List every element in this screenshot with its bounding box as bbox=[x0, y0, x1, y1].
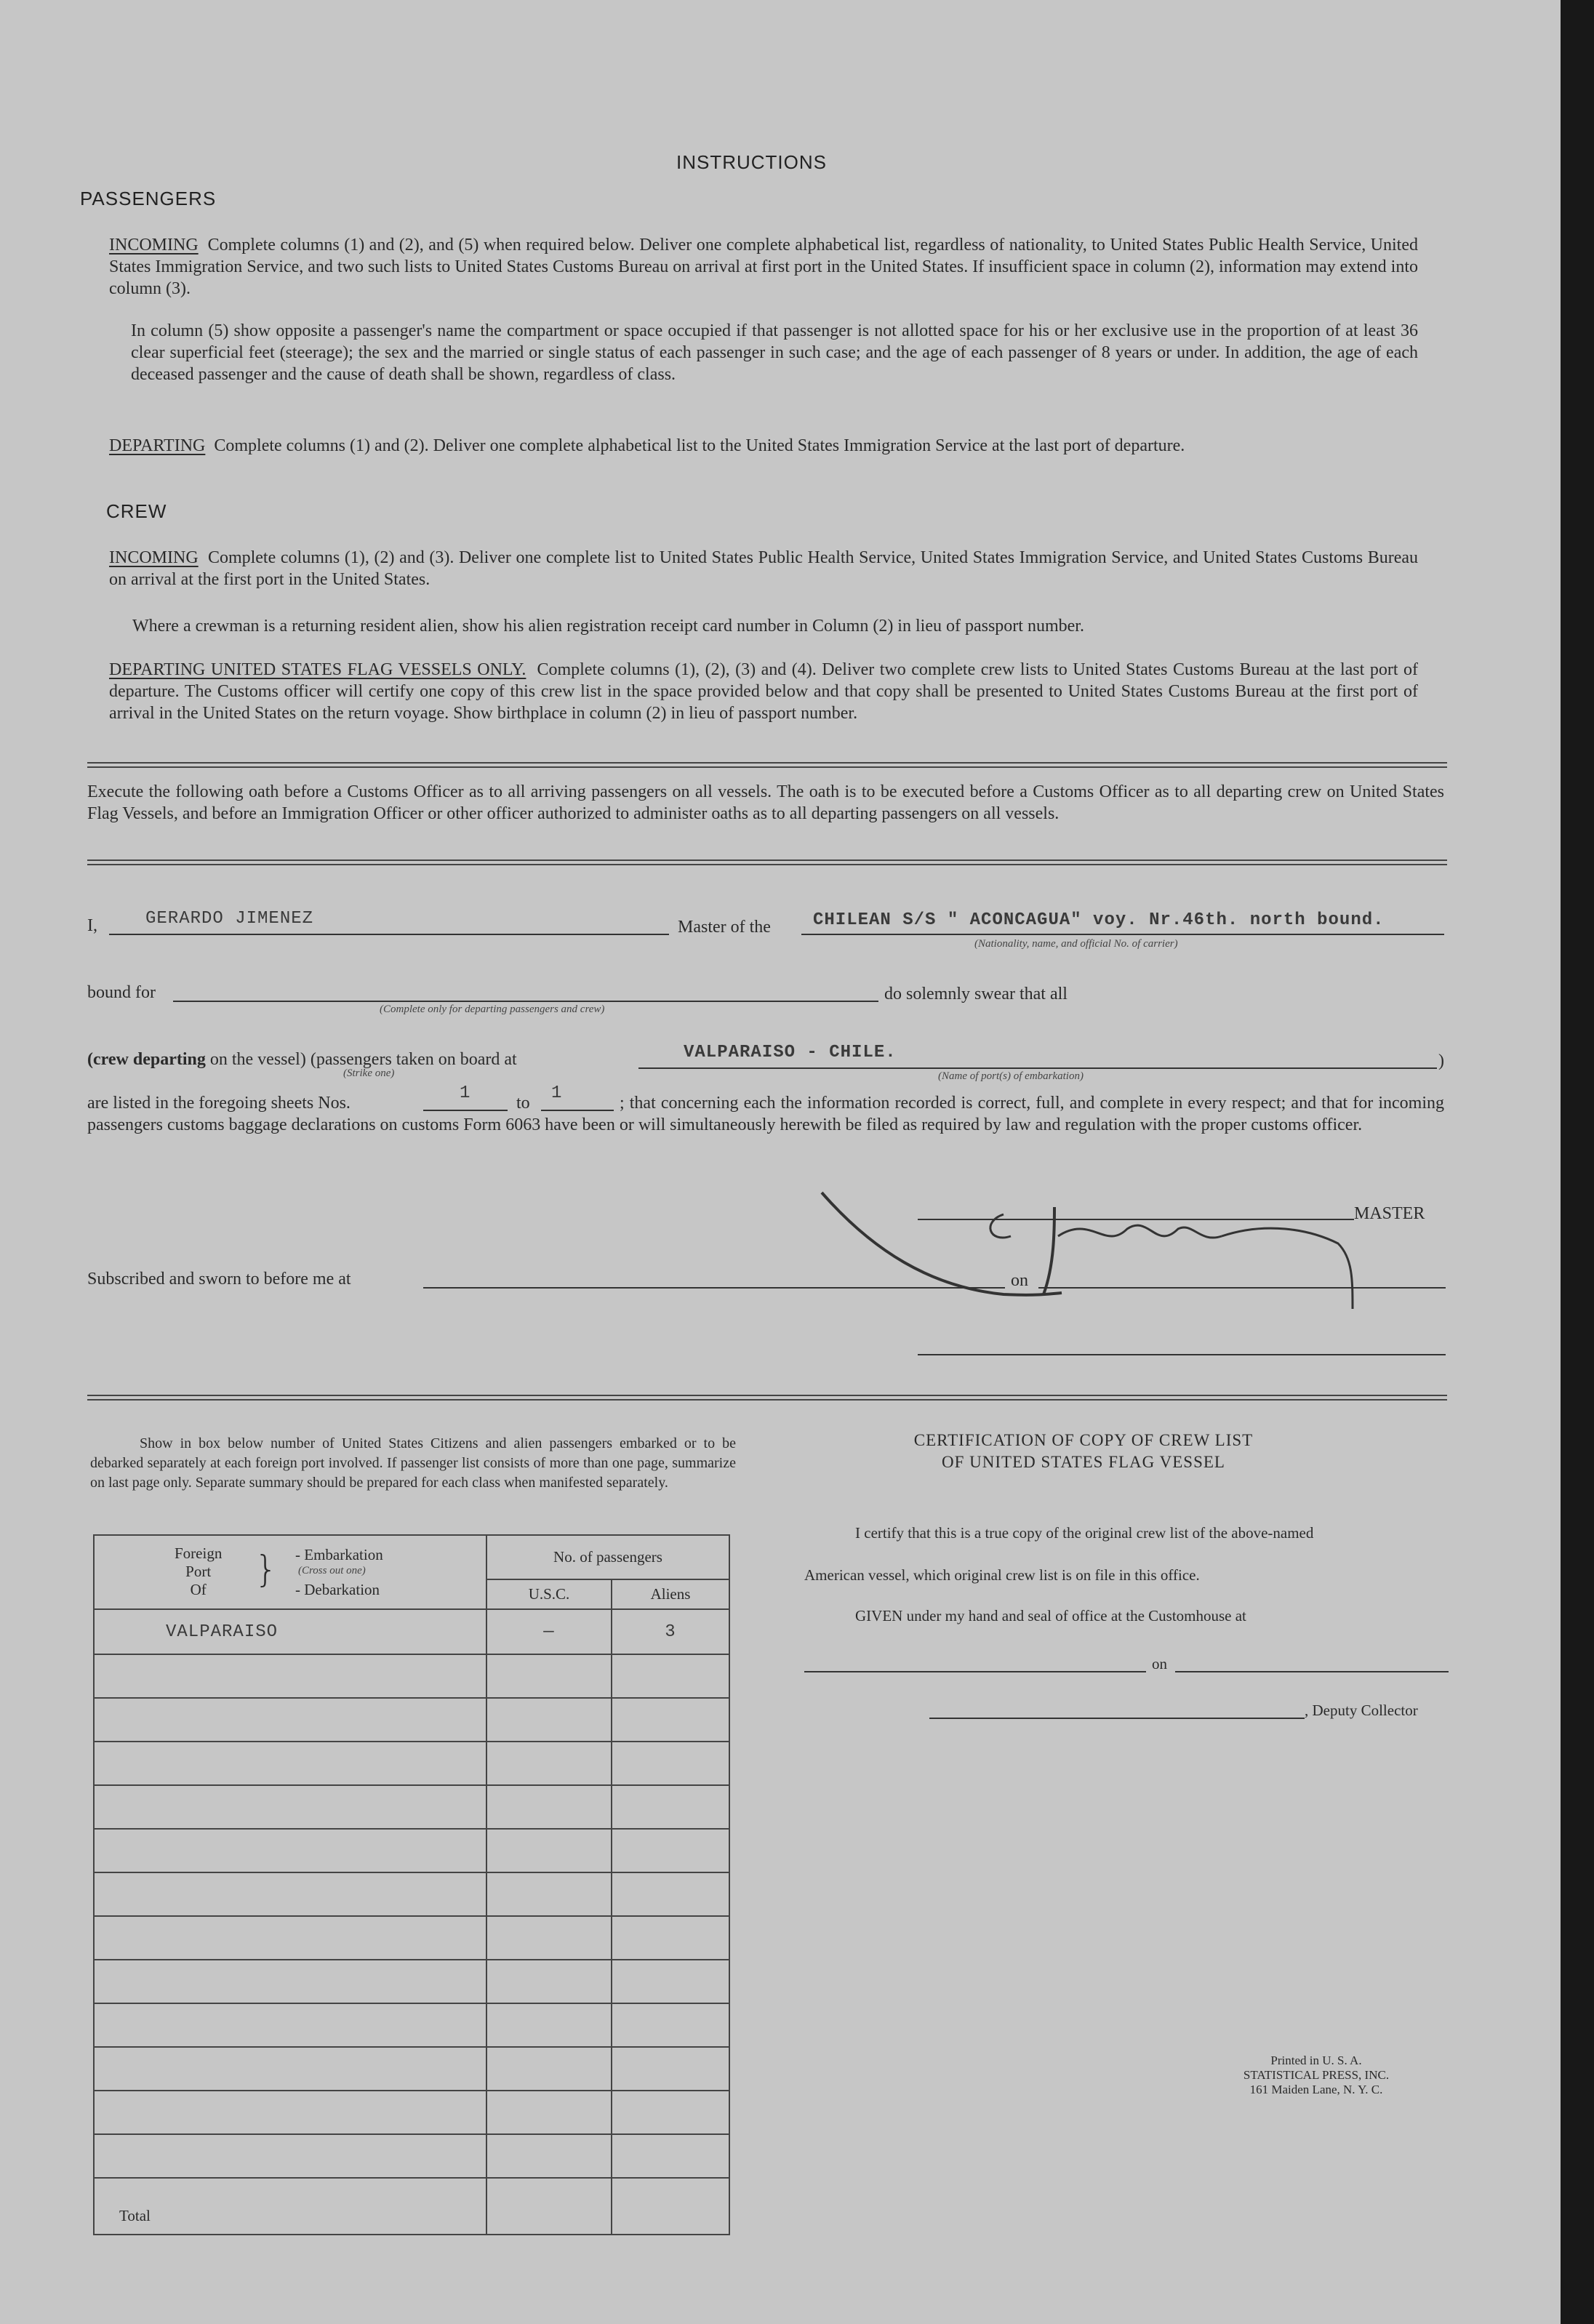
empty-aliens-cell[interactable] bbox=[612, 1785, 729, 1829]
empty-port-cell[interactable] bbox=[94, 2134, 486, 2178]
on-the-vessel-text: on the vessel) bbox=[205, 1050, 306, 1069]
deputy-collector-label: , Deputy Collector bbox=[1305, 1702, 1418, 1719]
departing-flag-paragraph bbox=[109, 659, 1418, 724]
empty-aliens-cell[interactable] bbox=[612, 1654, 729, 1698]
crew-incoming-label: INCOMING bbox=[109, 548, 199, 567]
empty-aliens-cell[interactable] bbox=[612, 2003, 729, 2047]
crew-passengers-line bbox=[87, 1049, 517, 1070]
debarkation-label: - Debarkation bbox=[295, 1581, 380, 1598]
no-passengers-header: No. of passengers bbox=[486, 1535, 729, 1579]
empty-port-cell[interactable] bbox=[94, 1698, 486, 1742]
certification-title-line2: OF UNITED STATES FLAG VESSEL bbox=[942, 1453, 1225, 1471]
table-row bbox=[94, 1960, 729, 2003]
oath-intro: Execute the following oath before a Customs Officer as to all arriving passengers on all vessels. The oath is to be executed before a Customs Officer as to all departing crew on United States Flag Vessels, and before an Immigration Officer or other officer authorized to administer oaths as to all departing passengers on all vessels. bbox=[87, 782, 1444, 823]
cross-out-caption: (Cross out one) bbox=[298, 1565, 366, 1576]
total-label: Total bbox=[94, 2178, 486, 2235]
divider-1 bbox=[87, 762, 1447, 768]
printer-imprint bbox=[1207, 2053, 1425, 2097]
divider-3 bbox=[87, 1395, 1447, 1401]
port-value[interactable]: VALPARAISO - CHILE. bbox=[684, 1043, 897, 1062]
vessel-value[interactable]: CHILEAN S/S " ACONCAGUA" voy. Nr.46th. north bound. bbox=[813, 910, 1385, 930]
aliens-cell[interactable]: 3 bbox=[612, 1609, 729, 1654]
certification-on-label: on bbox=[1152, 1655, 1167, 1672]
master-name-value[interactable]: GERARDO JIMENEZ bbox=[145, 909, 314, 929]
vessel-line bbox=[801, 934, 1444, 935]
empty-usc-cell[interactable] bbox=[486, 1698, 612, 1742]
bound-for-label: bound for bbox=[87, 983, 156, 1002]
empty-usc-cell[interactable] bbox=[486, 1742, 612, 1785]
empty-port-cell[interactable] bbox=[94, 1872, 486, 1916]
passenger-summary-table bbox=[93, 1534, 730, 2235]
empty-port-cell[interactable] bbox=[94, 2091, 486, 2134]
deputy-line bbox=[929, 1718, 1305, 1719]
table-row bbox=[94, 2134, 729, 2178]
printer-line1: Printed in U. S. A. bbox=[1270, 2053, 1362, 2067]
empty-usc-cell[interactable] bbox=[486, 1916, 612, 1960]
port-caption: (Name of port(s) of embarkation) bbox=[938, 1070, 1084, 1082]
empty-port-cell[interactable] bbox=[94, 1742, 486, 1785]
empty-aliens-cell[interactable] bbox=[612, 2047, 729, 2091]
master-name-line bbox=[109, 934, 669, 935]
sworn-on-line bbox=[1038, 1287, 1446, 1289]
total-row bbox=[94, 2178, 729, 2235]
empty-usc-cell[interactable] bbox=[486, 1654, 612, 1698]
table-row bbox=[94, 1609, 729, 1654]
empty-aliens-cell[interactable] bbox=[612, 1829, 729, 1872]
departing-flag-label: DEPARTING UNITED STATES FLAG VESSELS ONLY. bbox=[109, 660, 526, 679]
port-close-paren: ) bbox=[1438, 1051, 1444, 1070]
crew-incoming-text: Complete columns (1), (2) and (3). Deliver one complete list to United States Public Health Service, United States Immigration Service, and United States Customs Bureau on arrival at the first port in the United States. bbox=[109, 548, 1419, 589]
bound-for-line bbox=[173, 1001, 878, 1002]
empty-port-cell[interactable] bbox=[94, 2047, 486, 2091]
foreign-port-label: Foreign Port Of bbox=[175, 1544, 223, 1598]
listed-label: are listed in the foregoing sheets Nos. bbox=[87, 1094, 351, 1113]
vessel-caption: (Nationality, name, and official No. of carrier) bbox=[974, 938, 1178, 950]
certification-title bbox=[800, 1430, 1367, 1473]
empty-usc-cell[interactable] bbox=[486, 2091, 612, 2134]
empty-aliens-cell[interactable] bbox=[612, 1698, 729, 1742]
subscribed-line bbox=[423, 1287, 1005, 1289]
empty-usc-cell[interactable] bbox=[486, 1829, 612, 1872]
empty-usc-cell[interactable] bbox=[486, 1960, 612, 2003]
empty-aliens-cell[interactable] bbox=[612, 1742, 729, 1785]
departing-text: Complete columns (1) and (2). Deliver one complete alphabetical list to the United States Immigration Service at the last port of departure. bbox=[214, 436, 1185, 455]
divider-2 bbox=[87, 860, 1447, 865]
empty-port-cell[interactable] bbox=[94, 1785, 486, 1829]
empty-usc-cell[interactable] bbox=[486, 1785, 612, 1829]
passengers-taken-text: (passengers taken on board at bbox=[310, 1050, 517, 1069]
crew-departing-text: (crew departing bbox=[87, 1050, 206, 1069]
empty-aliens-cell[interactable] bbox=[612, 2091, 729, 2134]
empty-usc-cell[interactable] bbox=[486, 1872, 612, 1916]
empty-aliens-cell[interactable] bbox=[612, 1960, 729, 2003]
empty-port-cell[interactable] bbox=[94, 1960, 486, 2003]
crew-heading: CREW bbox=[106, 500, 167, 522]
incoming-label: INCOMING bbox=[109, 236, 199, 255]
table-row bbox=[94, 2091, 729, 2134]
listed-wrap-spacer: ; that concerning each the information recorded is correct, full, and complete in every respect; and that for incoming passengers customs baggage declarations on customs Form 6063 have been or will simultaneously herewith be filed as required by law and regulation with the proper customs officer. bbox=[87, 1094, 1444, 1134]
empty-usc-cell[interactable] bbox=[486, 2134, 612, 2178]
table-row bbox=[94, 1916, 729, 1960]
bound-caption: (Complete only for departing passengers and crew) bbox=[380, 1003, 605, 1015]
certification-title-line1: CERTIFICATION OF COPY OF CREW LIST bbox=[913, 1431, 1254, 1449]
port-line bbox=[638, 1067, 1437, 1069]
empty-port-cell[interactable] bbox=[94, 2003, 486, 2047]
port-cell[interactable]: VALPARAISO bbox=[94, 1609, 486, 1654]
empty-aliens-cell[interactable] bbox=[612, 1916, 729, 1960]
certify-line2: American vessel, which original crew list is on file in this office. bbox=[804, 1566, 1200, 1584]
table-row bbox=[94, 1654, 729, 1698]
incoming-paragraph bbox=[109, 234, 1418, 300]
departing-paragraph bbox=[109, 435, 1418, 457]
departing-label: DEPARTING bbox=[109, 436, 206, 455]
empty-usc-cell[interactable] bbox=[486, 2003, 612, 2047]
empty-port-cell[interactable] bbox=[94, 1916, 486, 1960]
master-signature bbox=[814, 1185, 1367, 1316]
crewman-paragraph: Where a crewman is a returning resident alien, show his alien registration receipt card number in Column (2) in lieu of passport number. bbox=[132, 617, 1084, 636]
empty-aliens-cell[interactable] bbox=[612, 1872, 729, 1916]
to-label: to bbox=[516, 1094, 530, 1113]
total-aliens-cell[interactable] bbox=[612, 2178, 729, 2235]
usc-cell[interactable]: — bbox=[486, 1609, 612, 1654]
departing-flag-text: Complete columns (1), (2), (3) and (4). Deliver two complete crew lists to United States Customs Bureau at the last port of departure. The Customs officer will certify one copy of this crew list in the space provided below and that copy shall be presented to United States Customs Bureau at the first port of arrival in the United States on the return voyage. Show birthplace in column (2) in lieu of passport number. bbox=[109, 660, 1418, 723]
empty-aliens-cell[interactable] bbox=[612, 2134, 729, 2178]
master-label: MASTER bbox=[1354, 1204, 1425, 1223]
table-row bbox=[94, 2047, 729, 2091]
sheet-from-value[interactable]: 1 bbox=[460, 1083, 471, 1103]
certification-date-line bbox=[1175, 1671, 1449, 1672]
passengers-heading: PASSENGERS bbox=[80, 188, 217, 209]
empty-usc-cell[interactable] bbox=[486, 2047, 612, 2091]
total-usc-cell[interactable] bbox=[486, 2178, 612, 2235]
given-line: GIVEN under my hand and seal of office at the Customhouse at bbox=[855, 1607, 1246, 1624]
strike-caption: (Strike one) bbox=[343, 1067, 395, 1079]
aliens-header: Aliens bbox=[612, 1579, 729, 1609]
empty-port-cell[interactable] bbox=[94, 1829, 486, 1872]
column5-paragraph: In column (5) show opposite a passenger's name the compartment or space occupied if that passenger is not allotted space for his or her exclusive use in the proportion of at least 36 clear superficial feet (steerage); the sex and the married or single status of each passenger in such case; and the age of each passenger of 8 years or under. In addition, the age of each deceased passenger and the cause of death shall be shown, regardless of class. bbox=[131, 321, 1418, 384]
table-row bbox=[94, 1829, 729, 1872]
port-header-cell bbox=[94, 1535, 486, 1609]
usc-header: U.S.C. bbox=[486, 1579, 612, 1609]
certify-line1: I certify that this is a true copy of the original crew list of the above-named bbox=[855, 1524, 1314, 1542]
customhouse-line bbox=[804, 1671, 1146, 1672]
table-row bbox=[94, 1742, 729, 1785]
printer-line3: 161 Maiden Lane, N. Y. C. bbox=[1249, 2083, 1383, 2096]
table-row bbox=[94, 2003, 729, 2047]
table-row bbox=[94, 1698, 729, 1742]
empty-port-cell[interactable] bbox=[94, 1654, 486, 1698]
swear-label: do solemnly swear that all bbox=[884, 985, 1068, 1003]
summary-instructions: Show in box below number of United States Citizens and alien passengers embarked or to be debarked separately at each foreign port involved. If passenger list consists of more than one page, summarize on last page only. Separate summary should be prepared for each class when manifested separately. bbox=[90, 1435, 736, 1491]
incoming-text: Complete columns (1) and (2), and (5) when required below. Deliver one complete alphabetical list, regardless of nationality, to United States Public Health Service, United States Immigration Service, and two such lists to United States Customs Bureau on arrival at first port in the United States. If insufficient space in column (2), information may extend into column (3). bbox=[109, 236, 1419, 298]
sworn-on-label: on bbox=[1011, 1271, 1028, 1290]
sheet-to-value[interactable]: 1 bbox=[551, 1083, 563, 1103]
printer-line2: STATISTICAL PRESS, INC. bbox=[1243, 2068, 1390, 2082]
officer-line bbox=[918, 1354, 1446, 1355]
oath-i-label: I, bbox=[87, 916, 97, 935]
table-row bbox=[94, 1785, 729, 1829]
subscribed-label: Subscribed and sworn to before me at bbox=[87, 1270, 351, 1289]
brace-glyph: } bbox=[255, 1548, 278, 1590]
instructions-title: INSTRUCTIONS bbox=[676, 151, 827, 173]
crew-incoming-paragraph bbox=[109, 547, 1418, 590]
master-of-label: Master of the bbox=[678, 918, 771, 937]
table-row bbox=[94, 1872, 729, 1916]
embarkation-label: - Embarkation bbox=[295, 1546, 383, 1563]
